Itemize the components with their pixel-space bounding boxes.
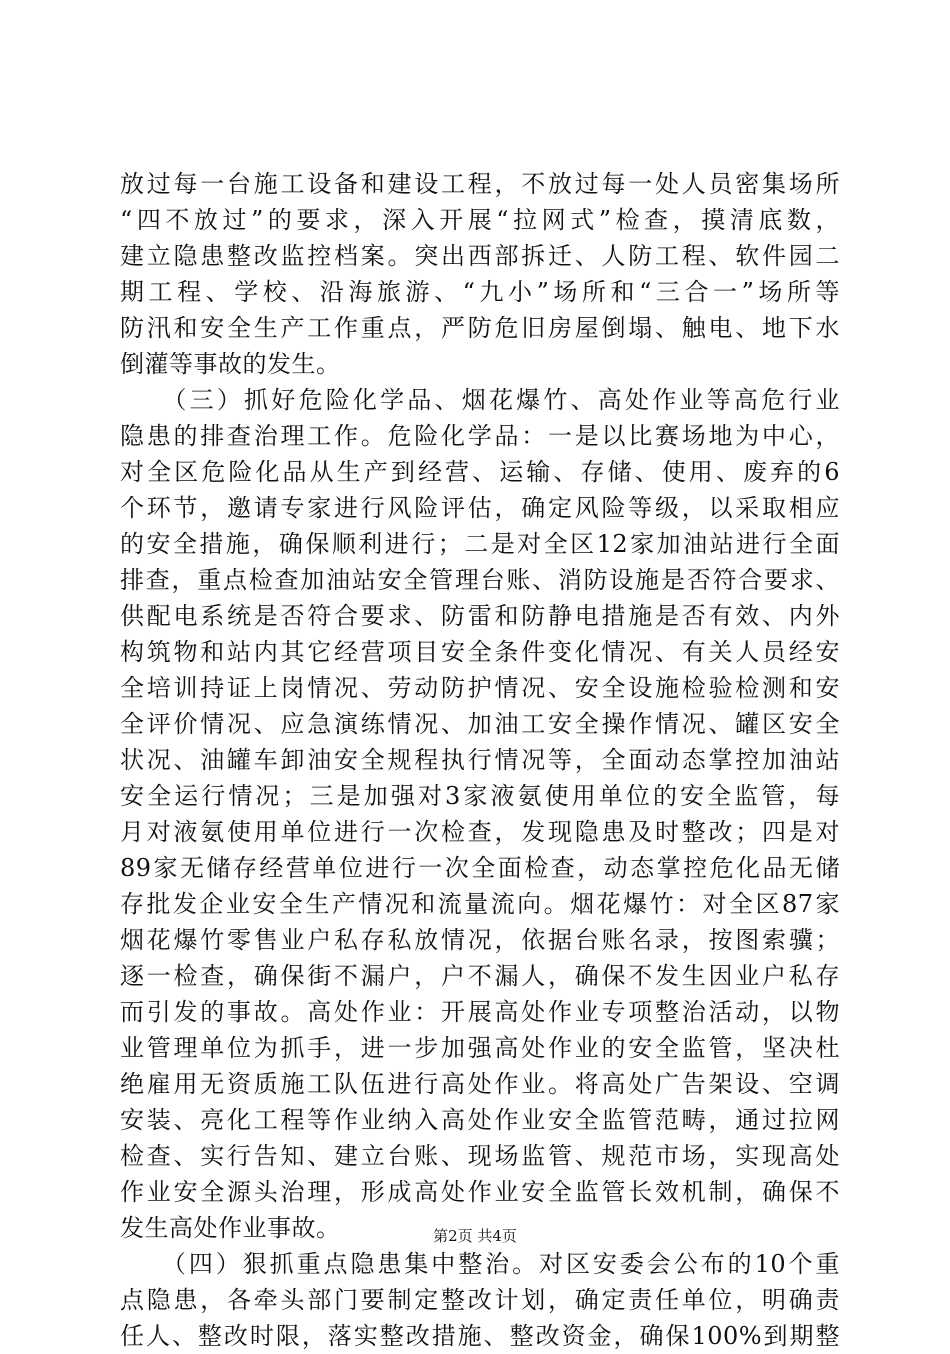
text-line: 的安全措施，确保顺利进行；二是对全区12家加油站进行全面 — [120, 530, 840, 558]
text-line: （四）狠抓重点隐患集中整治。对区安委会公布的10个重 — [120, 1250, 840, 1278]
text-line: 期工程、学校、沿海旅游、“九小”场所和“三合一”场所等 — [120, 278, 840, 306]
text-line: （三）抓好危险化学品、烟花爆竹、高处作业等高危行业 — [120, 386, 840, 414]
text-line: 隐患的排查治理工作。危险化学品：一是以比赛场地为中心， — [120, 422, 840, 450]
body-text — [120, 166, 840, 1354]
text-line: 检查、实行告知、建立台账、现场监管、规范市场，实现高处 — [120, 1142, 840, 1170]
text-line: “四不放过”的要求，深入开展“拉网式”检查，摸清底数， — [120, 206, 840, 234]
text-line: 放过每一台施工设备和建设工程，不放过每一处人员密集场所 — [120, 170, 840, 198]
text-line: 安全运行情况；三是加强对3家液氨使用单位的安全监管，每 — [120, 782, 840, 810]
text-line: 业管理单位为抓手，进一步加强高处作业的安全监管，坚决杜 — [120, 1034, 840, 1062]
text-line: 任人、整改时限，落实整改措施、整改资金，确保100%到期整 — [120, 1322, 840, 1350]
text-line: 供配电系统是否符合要求、防雷和防静电措施是否有效、内外 — [120, 602, 840, 630]
text-line: 防汛和安全生产工作重点，严防危旧房屋倒塌、触电、地下水 — [120, 314, 840, 342]
text-line: 绝雇用无资质施工队伍进行高处作业。将高处广告架设、空调 — [120, 1070, 840, 1098]
text-line: 构筑物和站内其它经营项目安全条件变化情况、有关人员经安 — [120, 638, 840, 666]
text-line: 安装、亮化工程等作业纳入高处作业安全监管范畴，通过拉网 — [120, 1106, 840, 1134]
text-line: 存批发企业安全生产情况和流量流向。烟花爆竹：对全区87家 — [120, 890, 840, 918]
text-line: 而引发的事故。高处作业：开展高处作业专项整治活动，以物 — [120, 998, 840, 1026]
text-line: 月对液氨使用单位进行一次检查，发现隐患及时整改；四是对 — [120, 818, 840, 846]
text-line: 89家无储存经营单位进行一次全面检查，动态掌控危化品无储 — [120, 854, 840, 882]
text-line: 发生高处作业事故。 — [120, 1214, 341, 1242]
text-line: 对全区危险化品从生产到经营、运输、存储、使用、废弃的6 — [120, 458, 840, 486]
text-line: 烟花爆竹零售业户私存私放情况，依据台账名录，按图索骥； — [120, 926, 840, 954]
text-line: 点隐患，各牵头部门要制定整改计划，确定责任单位，明确责 — [120, 1286, 840, 1314]
text-line: 排查，重点检查加油站安全管理台账、消防设施是否符合要求、 — [120, 566, 840, 594]
text-line: 倒灌等事故的发生。 — [120, 350, 341, 378]
text-line: 状况、油罐车卸油安全规程执行情况等，全面动态掌控加油站 — [120, 746, 840, 774]
text-line: 建立隐患整改监控档案。突出西部拆迁、人防工程、软件园二 — [120, 242, 840, 270]
text-line: 全评价情况、应急演练情况、加油工安全操作情况、罐区安全 — [120, 710, 840, 738]
page-footer: 第2页 共4页 — [433, 1227, 517, 1245]
text-line: 作业安全源头治理，形成高处作业安全监管长效机制，确保不 — [120, 1178, 840, 1206]
text-line: 全培训持证上岗情况、劳动防护情况、安全设施检验检测和安 — [120, 674, 840, 702]
text-line: 个环节，邀请专家进行风险评估，确定风险等级，以采取相应 — [120, 494, 840, 522]
text-line: 逐一检查，确保街不漏户，户不漏人，确保不发生因业户私存 — [120, 962, 840, 990]
